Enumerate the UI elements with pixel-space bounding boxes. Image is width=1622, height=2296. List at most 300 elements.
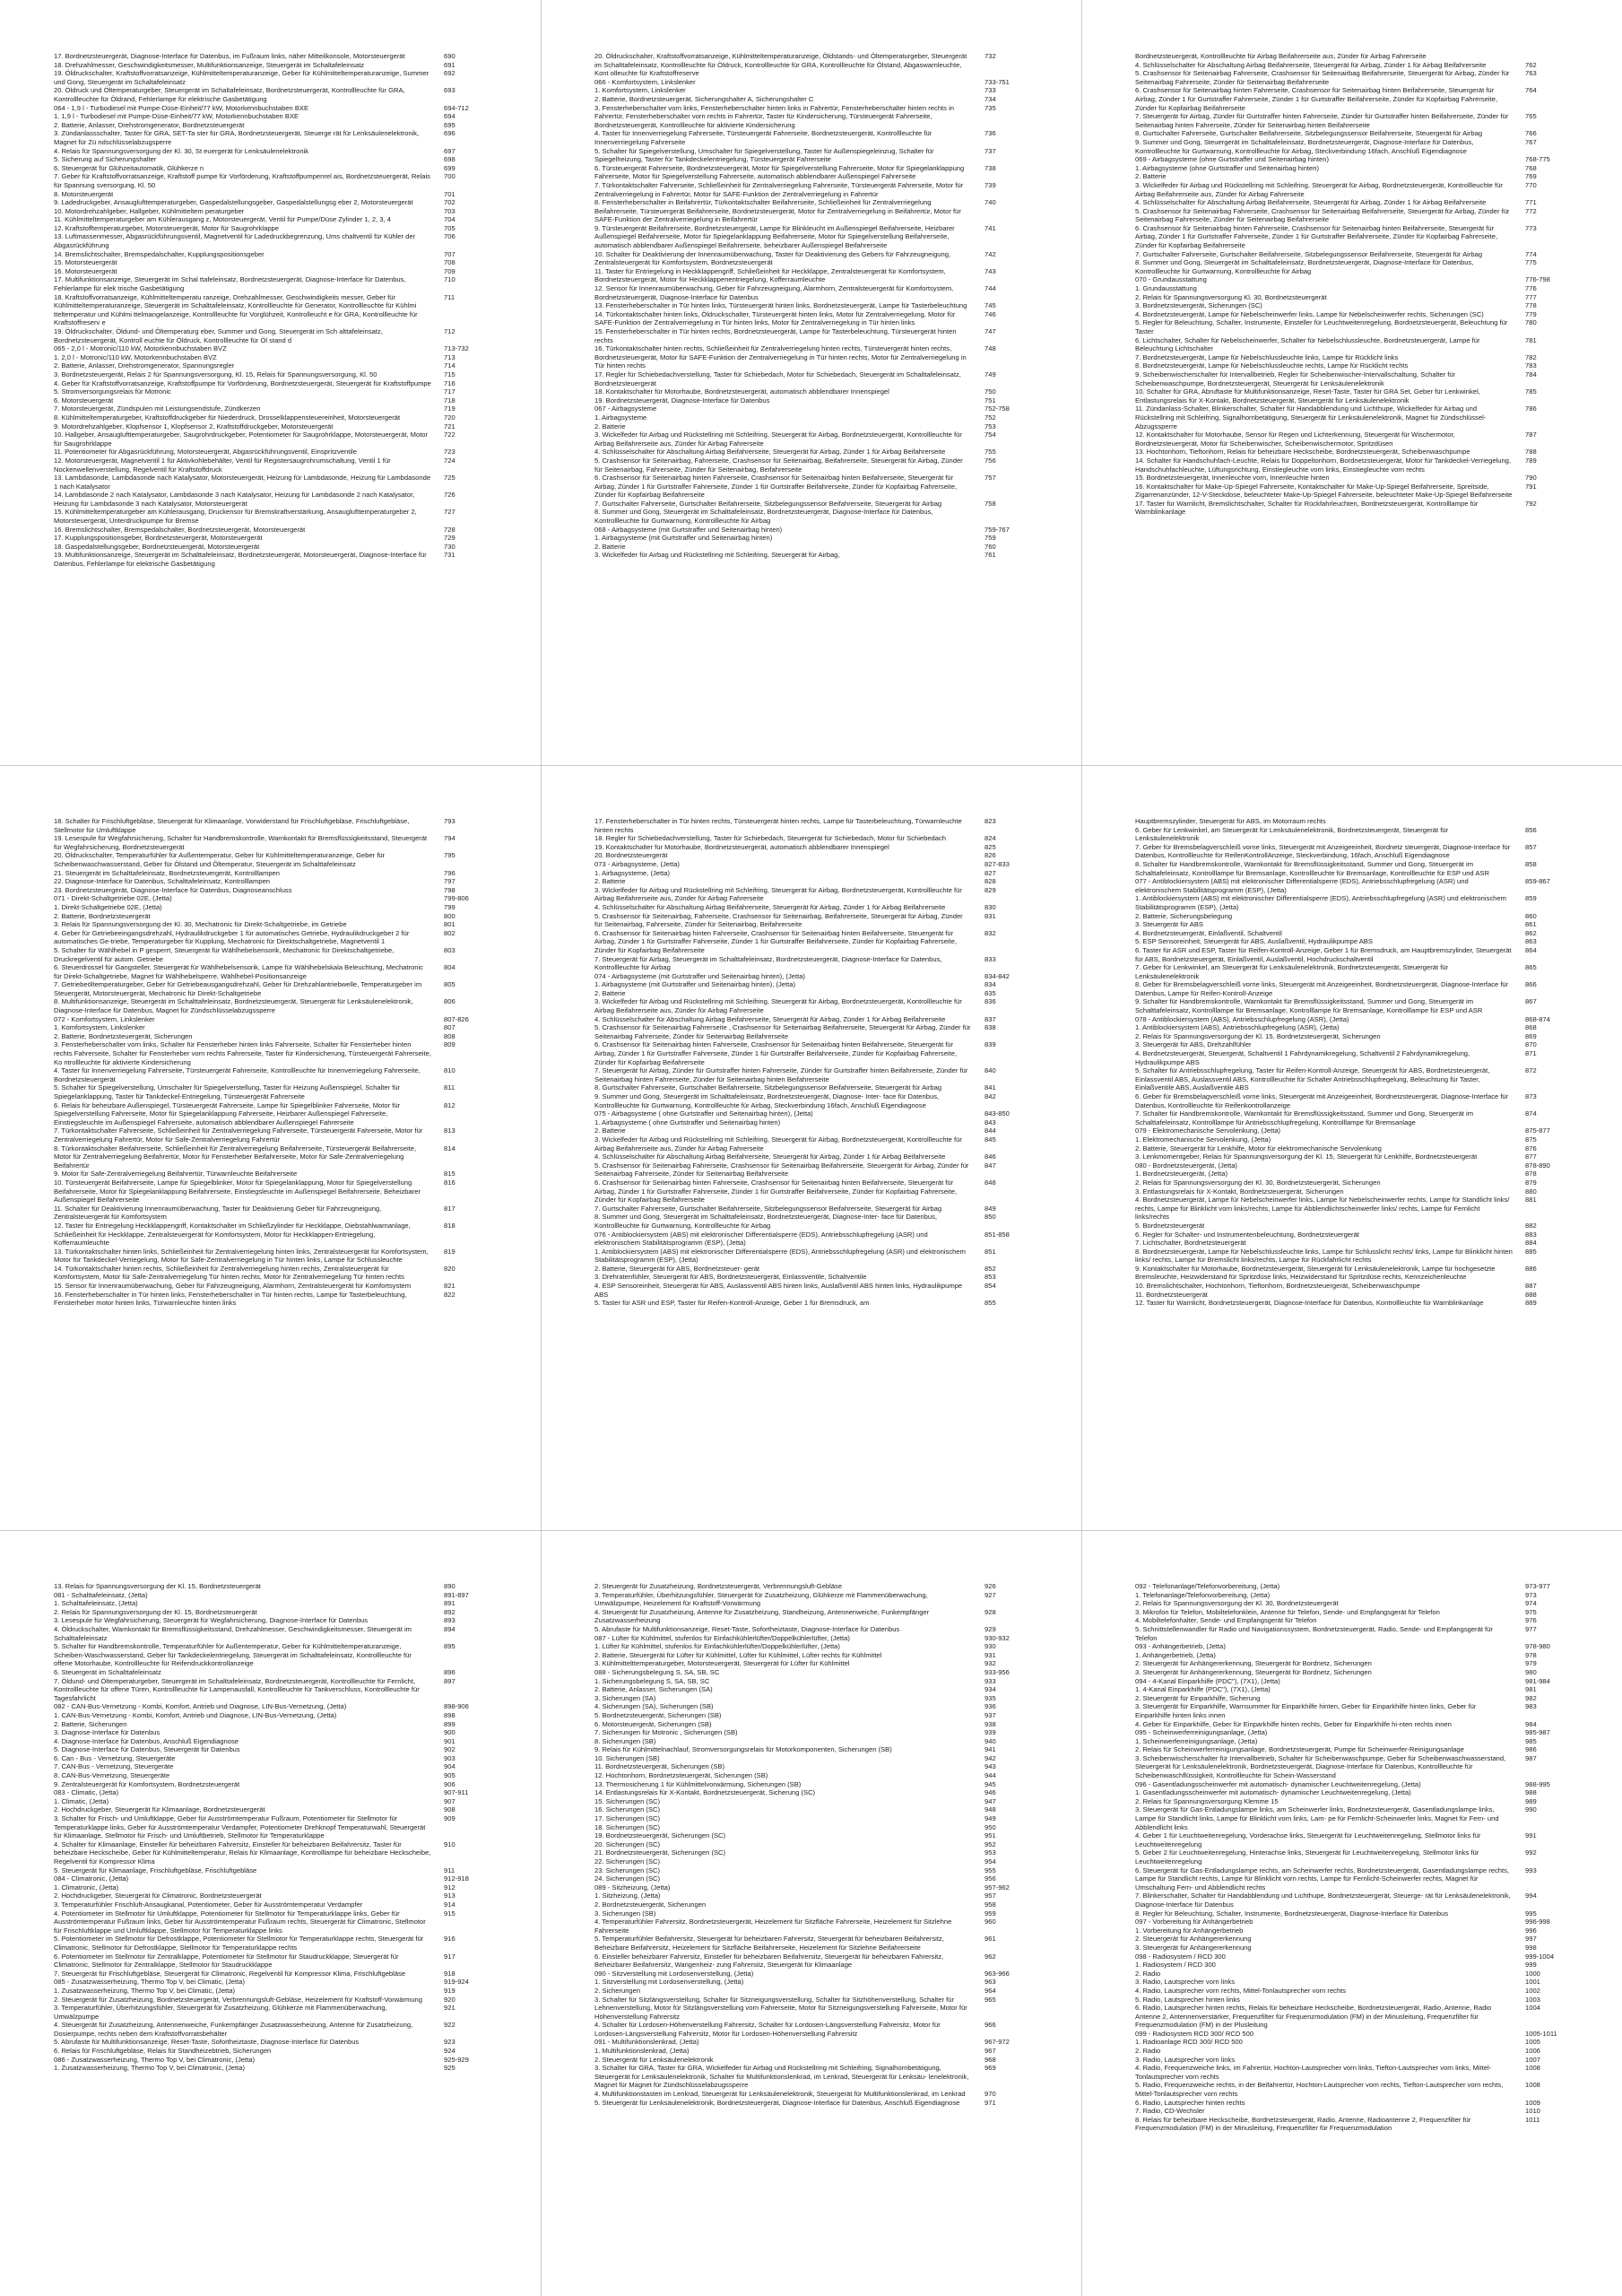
index-entry	[1135, 1831, 1568, 1848]
entry-page-number: 977	[1525, 1624, 1537, 1633]
entry-title: 098 - Radiosystem / RCD 300	[1135, 1952, 1226, 1961]
index-entry	[54, 1745, 487, 1754]
entry-title: 6. Einsteller beheizbarer Fahrersitz, Einsteller für beheizbaren Beifahrersitz, Steuergerät für beheizbaren Fahrersitz, Beheizbarer Beifahrersitz, Wangenheiz- zung Fahrersitz, Steuergerät für Klimaanlage	[594, 1952, 944, 1970]
index-entry	[54, 164, 487, 173]
index-entry	[1135, 1248, 1568, 1265]
entry-page-number: 846	[984, 1152, 996, 1161]
index-entry	[594, 1970, 1028, 1979]
index-entry	[594, 95, 1028, 104]
index-entry	[1135, 1866, 1568, 1892]
entry-title: 5. Crashsensor für Seitenairbag Fahrerseite, Crashsensor für Seitenairbag Beifahrerseite, Steuergerät für Airbag, Zünder für Seitenairbag Fahrerseite, Zünder für Seitenairbag Beifahrerseite	[1135, 69, 1510, 86]
entry-title: 20. Öldruckschalter, Temperaturfühler für Außentemperatur, Geber für Kühlmitteltemperaturanzeige, Geber für Scheibenwaschwasserstand, Geber für Ölstand und Öltemperatur, Steuergerät im Schalttafeleinsatz	[54, 851, 386, 868]
index-entry	[594, 1737, 1028, 1746]
entry-page-number: 866	[1525, 980, 1537, 989]
index-entry	[54, 1866, 487, 1875]
entry-title: 1. Radioanlage RCD 300/ RCD 500	[1135, 2038, 1243, 2047]
entry-page-number: 760	[984, 542, 996, 551]
entry-page-number: 1005-1011	[1525, 2029, 1557, 2038]
column-divider	[1081, 0, 1082, 2296]
entry-title: 18. Kontaktschalter für Motorhaube, Bordnetzsteuergerät, automatisch abblendbarer Innenspiegel	[594, 387, 889, 396]
entry-title: 12. Taster für Warnlicht, Bordnetzsteuergerät, Diagnose-Interface für Datenbus, Kontrollleuchte für Warnblinkanlage	[1135, 1299, 1484, 1308]
entry-page-number: 940	[984, 1736, 996, 1745]
index-entry	[54, 1178, 487, 1205]
entry-page-number: 874	[1525, 1109, 1537, 1118]
entry-title: 11. Potentiometer für Abgasrückführung, Motorsteuergerät, Abgasrückführungsventil, Einspritzventile	[54, 448, 357, 457]
index-entry	[1135, 1265, 1568, 1282]
entry-title: 9. Scheibenwischerschalter für Intervallbetrieb, Regler für Scheibenwischer-Intervallschaltung, Schalter für Scheibenwaschpumpe, Bordnetzsteuergerät, Steuergerät für Lenksäulenelektronik	[1135, 370, 1456, 387]
entry-page-number: 1008	[1525, 2081, 1540, 2090]
entry-title: 6. Radio, Lautsprecher hinten rechts, Relais für beheizbare Heckscheibe, Bordnetzsteuergerät, Radio, Antenne, Radio Antenne 2, Antennenverstärker, Frequenzfilter für Frequenzmodulation (FM) in der Minusleitung, Frequenzfilter für Frequenzmodulation (FM) in der Plusleitung	[1135, 2004, 1492, 2030]
entry-title: 4. Steuergerät für Zusatzheizung, Antenne für Zusatzheizung, Standheizung, Antennenweiche, Funkempfänger Zusatzwasserheizung	[594, 1607, 930, 1625]
entry-title: 3. Sicherungen (SA)	[594, 1693, 656, 1702]
entry-title: 12. Sensor für Innenraumüberwachung, Geber für Fahrzeugneigung, Alarmhorn, Zentralsteuergerät für Komfortsystem, Bordnetzsteuergerät, Diagnose-Interface für Datenbus	[594, 284, 954, 301]
entry-page-number: 868-874	[1525, 1014, 1550, 1023]
index-entry	[594, 430, 1028, 448]
index-entry	[594, 1823, 1028, 1832]
entry-title: 2. Batterie, Bordnetzsteuergerät, Sicherungshalter A, Sicherungshalter C	[594, 94, 814, 103]
index-entry	[1135, 1152, 1568, 1161]
entry-title: 5. Schalter für Wählhebel in P gesperrt, Steuergerät für Wählhebelsensorik, Mechatronic für Direktschaltgetriebe, Druckregelventil für autom. Getriebe	[54, 945, 395, 963]
entry-title: 7. Lichtschalter, Bordnetzsteuergerät	[1135, 1239, 1246, 1248]
entry-title: 18. Schalter für Frischluftgebläse, Steuergerät für Klimaanlage, Vorwiderstand für Frischluftgebläse, Frischluftgebläse, Stellmotor für Umluftklappe	[54, 817, 410, 834]
entry-title: 1. Multifunktionslenkrad, (Jetta)	[594, 2047, 690, 2056]
entry-page-number: 937	[984, 1710, 996, 1719]
index-entry	[1135, 1178, 1568, 1187]
entry-title: 14. Türkontaktschalter hinten links, Öldruckschalter, Türsteuergerät hinten links, Motor für Zentralverriegelung, Motor für SAFE-Funktion der Zentralverriegelung in Tür hinten links, Motor für Zentralverriegelung in Tür hinten links	[594, 309, 956, 327]
entry-title: 10. Türsteuergerät Beifahrerseite, Lampe für Spiegelblinker, Motor für Spiegelanklappung, Motor für Spiegelverstellung Beifahrerseite, Motor für Spiegelanklappung Beifahrerseite, Einstiegsleuchte im Außenspiegel Beifahrerseite, Beheizbarer Außenspiegel Beifahrerseite	[54, 1178, 421, 1205]
index-entry	[1135, 1944, 1568, 1952]
entry-title: 9. Summer und Gong, Steuergerät im Schalttafeleinsatz, Bordnetzsteuergerät, Diagnose- Inter- face für Datenbus, Kontrollleuchte für Gurtwarnung, Kontrollleuchte für Airbag, Steckverbindung 16fach, Anschluß Eigendiagnose	[594, 1092, 940, 1109]
index-entry	[1135, 2081, 1568, 2098]
entry-page-number: 803	[444, 945, 455, 954]
entry-title: 2. Radio	[1135, 1969, 1161, 1978]
entry-page-number: 875	[1525, 1135, 1537, 1144]
entry-page-number: 981-984	[1525, 1676, 1550, 1685]
index-entry	[594, 843, 1028, 852]
entry-page-number: 783	[1525, 361, 1537, 370]
entry-title: 2. Relais für Spannungsversorgung Kl. 30, Bordnetzsteuergerät	[1135, 292, 1327, 301]
entry-page-number: 743	[984, 266, 996, 275]
entry-title: 2. Batterie, Anlasser, Drehstromgenerator, Bordnetzsteuergerät	[54, 120, 245, 129]
entry-title: 2. Batterie	[594, 1126, 626, 1135]
index-entry	[1135, 1126, 1568, 1135]
entry-page-number: 903	[444, 1753, 455, 1762]
entry-title: 9. Motordrehzahlgeber, Klopfsensor 1, Klopfsensor 2, Kraftstoffdruckgeber, Motorsteuergerät	[54, 422, 334, 430]
entry-title: 4. Geber für Einparkhilfe, Geber für Einparkhilfe hinten rechts, Geber für Einparkhilfe hi-nten rechts innen	[1135, 1719, 1452, 1728]
entry-title: 17. Sicherungen (SC)	[594, 1814, 661, 1823]
entry-page-number: 988	[1525, 1788, 1537, 1797]
entry-title: 17. Kupplungspositionsgeber, Bordnetzsteuergerät, Motorsteuergerät	[54, 534, 263, 543]
entry-page-number: 844	[984, 1126, 996, 1135]
index-entry	[594, 474, 1028, 500]
entry-title: 19. Kontaktschalter für Motorhaube, Bordnetzsteuergerät, automatisch abblendbarer Innenspiegel	[594, 842, 889, 851]
entry-page-number: 973-977	[1525, 1582, 1550, 1590]
entry-title: 4. Bordnetzsteuergerät, Lampe für Nebelscheinwerfer links, Lampe für Nebelscheinwerfer rechts, Lampe für Standlicht links/ rechts, Lampe für Blinklicht vorn links/rechts, Lampe für Abblendlichtscheinwerfer links/ rechts, Lampe für Fernlicht links/rechts	[1135, 1196, 1510, 1222]
index-entry	[1135, 1728, 1568, 1737]
entry-page-number: 726	[444, 491, 455, 500]
entry-title: 1. Telefonanlage/Telefonvorbereitung, (Jetta)	[1135, 1590, 1271, 1599]
entry-page-number: 759	[984, 534, 996, 543]
index-entry	[54, 1066, 487, 1083]
index-entry	[54, 1677, 487, 1703]
entry-title: 8. Gurtschalter Fahrerseite, Gurtschalter Beifahrerseite, Sitzbelegungssensor Beifahrerseite, Steuergerät für Airbag	[1135, 129, 1483, 138]
entry-page-number: 768-775	[1525, 155, 1550, 164]
entry-page-number: 801	[444, 920, 455, 929]
entry-page-number: 978-980	[1525, 1642, 1550, 1651]
entry-page-number: 854	[984, 1282, 996, 1291]
index-entry	[1135, 1909, 1568, 1918]
index-entry	[54, 491, 487, 508]
index-entry	[1135, 1187, 1568, 1196]
index-entry	[1135, 1918, 1568, 1926]
index-entry	[54, 1282, 487, 1291]
entry-title: 12. Kraftstofftemperaturgeber, Motorsteuergerät, Motor für Saugrohrklappe	[54, 223, 280, 232]
entry-page-number: 971	[984, 2098, 996, 2107]
index-entry	[1135, 1720, 1568, 1729]
entry-page-number: 746	[984, 309, 996, 318]
index-entry	[1135, 1737, 1568, 1746]
entry-title: 6. Steuergerät im Schalttafeleinsatz	[54, 1667, 161, 1676]
entry-page-number: 840	[984, 1066, 996, 1075]
index-entry	[1135, 997, 1568, 1014]
entry-page-number: 973	[1525, 1590, 1537, 1599]
index-entry	[594, 1996, 1028, 2022]
entry-title: 4. Öldruckschalter, Warnkontakt für Bremsflüssigkeitsstand, Drehzahlmesser, Geschwindigkeitsmesser, Steuergerät im Schalttafeleinsatz	[54, 1624, 412, 1642]
entry-page-number: 780	[1525, 318, 1537, 327]
entry-page-number: 1004	[1525, 2004, 1540, 2013]
index-entry	[594, 1857, 1028, 1866]
index-entry	[54, 1728, 487, 1737]
index-entry	[594, 1118, 1028, 1127]
index-entry	[594, 1883, 1028, 1892]
entry-page-number: 845	[984, 1135, 996, 1144]
index-entry	[54, 920, 487, 929]
entry-title: 5. Crashsensor für Seitenairbag Fahrerseite, Crashsensor für Seitenairbag Beifahrerseite, Steuergerät für Airbag, Zünder für Seitenairbag Fahrerseite, Zünder für Seitenairbag Beifahrerseite	[1135, 206, 1510, 224]
entry-title: 5. Crashsensor für Seitenairbag, Fahrerseite, Crashsensor für Seitenairbag, Beifahrerseite, Steuergerät für Airbag, Zünder für Seitenairbag, Fahrerseite, Zünder für Seitenairbag, Beifahrerseite	[594, 911, 963, 929]
entry-page-number: 899	[444, 1719, 455, 1728]
entry-title: 1. 1,9 l - Turbodiesel mit Pumpe-Düse-Einheit/77 kW, Motorkennbuchstaben BXE	[54, 112, 299, 121]
entry-page-number: 749	[984, 370, 996, 378]
entry-title: 1. Antiblockiersystem (ABS) mit elektronischer Differentialsperre (EDS), Antriebsschlupfregelung (ASR) und elektronischem Stabilitätsprogramm (ESP), (Jetta)	[1135, 894, 1506, 911]
index-entry	[594, 1814, 1028, 1823]
entry-page-number: 893	[444, 1616, 455, 1625]
entry-title: 1. Elektromechanische Servolenkung, (Jetta)	[1135, 1135, 1271, 1144]
index-entry	[1135, 1625, 1568, 1642]
entry-title: 16. Motorsteuergerät	[54, 266, 117, 275]
index-entry	[594, 1625, 1028, 1634]
index-entry	[54, 404, 487, 413]
entry-title: 6. Steuergerät für Gas-Entladungslampe rechts, am Scheinwerfer rechts, Bordnetzsteuergerät, Gasentladungslampe rechts, Lampe für Standlicht rechts, Lampe für Blinklicht vorn rechts, Lampe für Fernlicht-Scheinwerfer rechts, Magnet für Umschaltung Fern- und Abblendlicht rechts	[1135, 1866, 1510, 1892]
entry-title: 7. Gurtschalter Fahrerseite, Gurtschalter Beifahrerseite, Sitzbelegungssensor Beifahrerseite, Steuergerät für Airbag	[594, 1204, 942, 1213]
entry-title: 5. Potentiometer im Stellmotor für Defrostklappe, Potentiometer für Stellmotor für Temperaturklappe rechts, Steuergerät für Climatronic, Stellmotor für Defrostklappe, Stellmotor für Temperaturklappe rechts	[54, 1935, 424, 1952]
entry-page-number: 862	[1525, 928, 1537, 937]
index-entry	[1135, 1582, 1568, 1591]
entry-page-number: 1005	[1525, 2038, 1540, 2047]
index-entry	[54, 155, 487, 164]
entry-title: 9. Zentralsteuergerät für Komfortsystem, Bordnetzsteuergerät	[54, 1779, 240, 1788]
index-entry	[594, 1634, 1028, 1643]
index-entry	[1135, 1161, 1568, 1170]
entry-title: 10. Motordrehzahlgeber, Hallgeber, Kühlmitteltem peraturgeber	[54, 206, 245, 215]
index-entry	[594, 543, 1028, 552]
index-entry	[54, 551, 487, 568]
entry-page-number: 930	[984, 1642, 996, 1651]
index-entry	[54, 379, 487, 388]
index-entry	[1135, 1049, 1568, 1066]
index-entry	[1135, 1677, 1568, 1686]
entry-page-number: 770	[1525, 180, 1537, 189]
entry-title: 071 - Direkt-Schaltgetriebe 02E, (Jetta)	[54, 894, 172, 903]
entry-page-number: 891-897	[444, 1590, 469, 1599]
entry-title: 7. Steuergerät für Airbag, Zünder für Gurtstraffer hinten Fahrerseite, Zünder für Gurtstraffer hinten Beifahrerseite, Zünder für Seitenairbag hinten Fahrerseite, Zünder für Seitenairbag hinten Beifahrerseite	[1135, 112, 1509, 129]
entry-page-number: 731	[444, 551, 455, 560]
entry-title: 088 - Sicherungsbelegung S, SA, SB, SC	[594, 1667, 720, 1676]
index-entry	[1135, 1745, 1568, 1754]
index-entry	[594, 1720, 1028, 1729]
index-page	[1135, 52, 1568, 747]
entry-title: 1. Airbagsysteme (mit Gurtstraffer und Seitenairbag hinten), (Jetta)	[594, 980, 795, 989]
index-entry	[54, 1909, 487, 1935]
index-entry	[1135, 2116, 1568, 2133]
index-entry	[1135, 1144, 1568, 1153]
index-entry	[594, 413, 1028, 422]
index-entry	[1135, 1935, 1568, 1944]
index-entry	[54, 1935, 487, 1952]
index-entry	[1135, 284, 1568, 293]
entry-title: 5. Geber 2 für Leuchtweitenregelung, Hinterachse links, Steuergerät für Leuchtweitenregelung, Stellmotor links für Leuchtweitenregelung	[1135, 1848, 1479, 1866]
entry-page-number: 816	[444, 1178, 455, 1187]
index-entry	[54, 121, 487, 130]
entry-title: 4. Relais für Spannungsversorgung der Kl. 30, St euergerät für Lenksäulenelektronik	[54, 146, 309, 155]
entry-title: 20. Sicherungen (SC)	[594, 1839, 661, 1848]
index-entry	[594, 301, 1028, 310]
entry-page-number: 932	[984, 1659, 996, 1668]
entry-title: 065 - 2,0 l - Motronic/110 kW, Motorkennbuchstaben BVZ	[54, 344, 227, 353]
entry-title: 3. Steuergerät für Einparkhilfe, Warnsummer für Einparkhilfe hinten, Geber für Einparkhilfe hinten links, Geber für Einparkhilfe hinten links innen	[1135, 1702, 1477, 1719]
entry-title: 4. Geber 1 für Leuchtweitenregelung, Vorderachse links, Steuergerät für Leuchtweitenregelung, Stellmotor links für Leuchtweitenregelung	[1135, 1831, 1481, 1848]
entry-page-number: 815	[444, 1170, 455, 1178]
index-entry	[1135, 430, 1568, 448]
entry-title: 3. Wickelfeder für Airbag und Rückstellring mit Schleifring, Steuergerät für Airbag, Bordnetzsteuergerät, Kontrollleuchte für Airbag Beifahrerseite aus, Zünder für Airbag Fahrerseite	[594, 885, 962, 903]
entry-page-number: 878-890	[1525, 1161, 1550, 1170]
index-entry	[1135, 1231, 1568, 1239]
entry-page-number: 999-1004	[1525, 1952, 1555, 1961]
index-entry	[1135, 457, 1568, 474]
index-entry	[54, 267, 487, 276]
entry-page-number: 901	[444, 1736, 455, 1745]
entry-title: 15. Fensterheberschalter in Tür hinten rechts, Bordnetzsteuergerät, Lampe für Tasterbeleuchtung, Türsteuergerät hinten rechts	[594, 327, 957, 344]
entry-title: 1. Anhängerbetrieb, (Jetta)	[1135, 1650, 1216, 1659]
index-entry	[1135, 1685, 1568, 1694]
entry-page-number: 695	[444, 120, 455, 129]
entry-title: 6. Crashsensor für Seitenairbag hinten Fahrerseite, Crashsensor für Seitenairbag hinten Beifahrerseite, Steuergerät für Airbag, Zünder 1 für Gurtstraffer Fahrerseite, Zünder 1 für Gurtstraffer Beifahrerseite, Zünder für Kopfairbag Fahrerseite, Zünder für Kopfairbag Beifahrerseite	[1135, 223, 1498, 250]
entry-page-number: 852	[984, 1264, 996, 1273]
entry-title: 4. Geber für Kraftstoffvorratsanzeige, Kraftstoffpumpe für Vorförderung, Bordnetzsteuergerät, Steuergerät für Kraftstoffpumpe	[54, 378, 431, 387]
entry-title: 18. Sicherungen (SC)	[594, 1822, 661, 1831]
index-entry	[594, 834, 1028, 843]
entry-title: 5. Stromversorgungsrelais für Motronic	[54, 387, 171, 396]
entry-page-number: 778	[1525, 301, 1537, 310]
index-entry	[54, 1883, 487, 1892]
entry-title: 19. Bordnetzsteuergerät, Diagnose-Interface für Datenbus	[594, 396, 770, 404]
index-entry	[594, 147, 1028, 164]
index-entry	[54, 1291, 487, 1308]
index-entry	[594, 344, 1028, 370]
entry-page-number: 829	[984, 885, 996, 894]
entry-page-number: 751	[984, 396, 996, 404]
index-entry	[54, 1840, 487, 1866]
entry-page-number: 857	[1525, 842, 1537, 851]
entry-title: 8. Fensterheberschalter in Beifahrertür, Türkontaktschalter Beifahrerseite, Schließeinheit für Zentralverriegelung Beifahrerseite, Türsteuergerät Beifahrerseite, Bordnetzsteuergerät, Motor für Zentralverriegelung in Beifahrertür, Motor für SAFE-Funktion der Zentralverriegelung in Beifahrertür	[594, 198, 961, 224]
entry-page-number: 1001	[1525, 1978, 1540, 1987]
index-entry	[54, 997, 487, 1014]
entry-page-number: 865	[1525, 963, 1537, 972]
entry-title: 5. Radio, Frequenzweiche rechts, in der Beifahrertür, Hochton-Lautsprecher vorn rechts, Tiefton-Lautsprecher vorn rechts, Mittel-Tonlautsprecher vorn rechts	[1135, 2081, 1504, 2099]
entry-page-number: 792	[1525, 499, 1537, 508]
entry-page-number: 993	[1525, 1866, 1537, 1874]
entry-page-number: 911	[444, 1866, 455, 1874]
entry-page-number: 954	[984, 1857, 996, 1866]
entry-page-number: 963	[984, 1978, 996, 1987]
entry-page-number: 830	[984, 902, 996, 911]
entry-title: 16. Sicherungen (SC)	[594, 1805, 661, 1814]
entry-page-number: 968	[984, 2055, 996, 2064]
index-entry	[1135, 112, 1568, 129]
entry-title: 16. Fensterheberschalter in Tür hinten links, Fensterheberschalter in Tür hinten rechts, Lampe für Tasterbeleuchtung, Fensterheber motor hinten links, Türwarnleuchte hinten links	[54, 1290, 407, 1308]
index-entry	[594, 1702, 1028, 1711]
index-entry	[54, 413, 487, 422]
index-entry	[594, 78, 1028, 87]
index-entry	[54, 1040, 487, 1066]
index-entry	[1135, 129, 1568, 138]
entry-page-number: 788	[1525, 448, 1537, 457]
index-entry	[1135, 1970, 1568, 1979]
entry-page-number: 785	[1525, 387, 1537, 396]
entry-title: 14. Schalter für Handschuhfach-Leuchte, Relais für Doppeltonhorn, Bordnetzsteuergerät, Motor für Tankdeckel-Verriegelung, Handschuhfachleuchte, Lüftungsrichtung, Einstiegleuchte vorn links, Einstiegleuchte vorn rechts	[1135, 456, 1512, 474]
entry-page-number: 784	[1525, 370, 1537, 378]
entry-page-number: 719	[444, 404, 455, 413]
entry-page-number: 790	[1525, 474, 1537, 483]
index-entry	[54, 1702, 487, 1711]
entry-page-number: 1000	[1525, 1969, 1540, 1978]
entry-page-number: 924	[444, 2047, 455, 2056]
index-entry	[54, 2064, 487, 2073]
entry-page-number: 772	[1525, 206, 1537, 215]
entry-page-number: 925	[444, 2064, 455, 2073]
index-entry	[54, 1805, 487, 1814]
entry-page-number: 949	[984, 1814, 996, 1823]
entry-page-number: 985-987	[1525, 1728, 1550, 1737]
entry-title: 10. Sicherungen (SB)	[594, 1753, 660, 1762]
index-entry	[1135, 963, 1568, 980]
entry-page-number: 690	[444, 52, 455, 60]
index-entry	[594, 1771, 1028, 1780]
index-entry	[54, 929, 487, 946]
entry-page-number: 946	[984, 1788, 996, 1797]
entry-page-number: 974	[1525, 1599, 1537, 1608]
entry-page-number: 823	[984, 817, 996, 825]
index-entry	[54, 293, 487, 327]
entry-title: 13. Luftmassenmesser, Abgasrückführungsventil, Magnetventil für Ladedruckbegrenzung, Ums chaltventil für Kühler der Abgasrückführung	[54, 232, 416, 250]
entry-page-number: 733	[984, 86, 996, 95]
index-entry	[1135, 2099, 1568, 2108]
index-entry	[1135, 2056, 1568, 2065]
entry-page-number: 892	[444, 1607, 455, 1616]
entry-title: 6. Can - Bus - Vernetzung, Steuergeräte	[54, 1753, 176, 1762]
entry-title: 7. Bordnetzsteuergerät, Lampe für Nebelschlussleuchte links, Lampe für Rücklicht links	[1135, 352, 1399, 361]
index-entry	[594, 1694, 1028, 1703]
index-entry	[594, 1935, 1028, 1952]
entry-page-number: 1003	[1525, 1995, 1540, 2004]
entry-title: 6. Relais für Frischluftgebläse, Relais für Standheizebtrieb, Sicherungen	[54, 2047, 272, 2056]
index-entry	[594, 1892, 1028, 1900]
entry-page-number: 969	[984, 2064, 996, 2073]
entry-page-number: 694	[444, 112, 455, 121]
entry-title: 3. Temperaturfühler Frischluft-Ansaugkanal, Potentiometer, Geber für Ausströmtemperatur Verdampfer	[54, 1900, 363, 1909]
entry-title: 8. Relais für beheizbare Heckscheibe, Bordnetzsteuergerät, Radio, Antenne, Radioantenne 2, Frequenzfilter für Frequenzmodulation (FM) in der Minusleitung, Frequenzfilter für Frequenzmodulation	[1135, 2115, 1471, 2133]
entry-page-number: 808	[444, 1031, 455, 1040]
entry-page-number: 839	[984, 1040, 996, 1049]
index-page	[54, 1582, 487, 2277]
entry-title: 9. Motor für Safe-Zentralverriegelung Beifahrertür, Türwarnleuchte Beifahrerseite	[54, 1170, 298, 1178]
entry-page-number: 800	[444, 911, 455, 920]
index-entry	[1135, 920, 1568, 929]
index-entry	[594, 129, 1028, 146]
entry-title: 3. Wickelfeder für Airbag und Rückstellring mit Schleifring, Steuergerät für Airbag, Bordnetzsteuergerät, Kontrollleuchte für Airbag Beifahrerseite aus, Zünder für Airbag Fahrerseite	[594, 1135, 962, 1152]
index-entry	[54, 851, 487, 868]
entry-title: 12. Taster für Entriegelung Heckklappengriff, Kontaktschalter im Schließzylinder für Heckklappe, Diebstahlwarnanlage, Schließeinheit für Heckklappe, Zentralsteuergerät für Komfortsystem, Motor für Heckklappen-Entriegelung, Kofferraumleuchte	[54, 1221, 411, 1248]
entry-page-number: 729	[444, 534, 455, 543]
index-entry	[54, 1222, 487, 1248]
entry-title: 21. Steuergerät im Schalttafeleinsatz, Bordnetzsteuergerät, Kontrolllampen	[54, 868, 280, 877]
entry-title: 1. Komfortsystem, Linkslenker	[594, 86, 686, 95]
index-entry	[54, 1952, 487, 1970]
entry-page-number: 824	[984, 834, 996, 843]
entry-title: 11. Bordnetzsteuergerät	[1135, 1290, 1208, 1299]
entry-page-number: 996-998	[1525, 1918, 1550, 1926]
entry-page-number: 842	[984, 1092, 996, 1100]
entry-title: 3. Wickelfeder für Airbag und Rückstellring mit Schleifring, Steuergerät für Airbag, Bordnetzsteuergerät, Kontrollleuchte für Airbag Beifahrerseite aus, Zünder für Airbag Fahrerseite	[1135, 180, 1503, 198]
entry-page-number: 991	[1525, 1831, 1537, 1840]
entry-page-number: 811	[444, 1083, 455, 1092]
entry-title: 19. Öldruckschalter, Öldund- und Öltemperaturg eber, Summer und Gong, Steuergerät im Sch alttafeleinsatz, Bordnetzsteuergerät, Kontroll euchte für Öldruck, Kontrollleuchte für Öl stand d	[54, 327, 383, 344]
entry-title: 5. Schalter für Antriebsschlupfregelung, Taster für Reifen-Kontroll-Anzeige, Steuergerät für ABS, Bordnetzsteuergerät, Einlassventil ABS, Auslassventil ABS, Kontrollleuchte für Schalter Antriebsschlupfregelung, Beleuchtung für Taster, Einlaßventile ABS, Auslaßventile ABS	[1135, 1066, 1490, 1092]
entry-title: 3. Fensterheberschalter vorn links, Fensterheberschalter hinten links in Fahrertür, Fensterheberschalter hinten rechts in Fahrertür, Fensterheberschalter vorn rechts in Fahrertür, Taster für Kindersicherung, Türsteuergerät Fahrerseite, Bordnetzsteuergerät, Kontrollleuchte für aktivierte Kindersicherung	[594, 103, 954, 129]
index-entry	[1135, 1591, 1568, 1600]
entry-page-number: 771	[1525, 198, 1537, 207]
index-entry	[54, 1892, 487, 1900]
entry-title: 087 - Lüfter für Kühlmittel, stufenlos für Einfachkühlerlüfter/Doppelkühlerlüfter, (Jetta)	[594, 1633, 850, 1642]
entry-page-number: 926	[984, 1582, 996, 1590]
entry-page-number: 724	[444, 456, 455, 465]
index-entry	[1135, 474, 1568, 483]
entry-page-number: 817	[444, 1204, 455, 1213]
entry-page-number: 929	[984, 1624, 996, 1633]
entry-page-number: 804	[444, 963, 455, 972]
entry-page-number: 931	[984, 1650, 996, 1659]
entry-title: 2. Relais für Spannungsversorgung der Kl. 15, Bordnetzsteuergerät, Sicherungen	[1135, 1031, 1381, 1040]
entry-page-number: 981	[1525, 1685, 1537, 1694]
entry-page-number: 798	[444, 885, 455, 894]
entry-page-number: 1009	[1525, 2098, 1540, 2107]
entry-page-number: 880	[1525, 1187, 1537, 1196]
entry-title: 5. Taster für ASR und ESP, Taster für Reifen-Kontroll-Anzeige, Geber 1 für Bremsdruck, am	[594, 1299, 870, 1308]
index-entry	[1135, 198, 1568, 207]
entry-page-number: 752	[984, 413, 996, 422]
entry-title: 4. Bordnetzsteuergerät, Steuergerät, Schaltventil 1 Fahrdynamikregelung, Schaltventil 2 Fahrdynamikregelung, Hydraulikpumpe ABS	[1135, 1049, 1470, 1066]
entry-title: 5. Crashsensor für Seitenairbag Fahrerseite , Crashsensor für Seitenairbag Beifahrerseite, Steuergerät für Airbag, Zünder für Seitenairbag Fahrerseite, Zünder für Seitenairbag Beifahrerseite	[594, 1023, 971, 1040]
entry-title: 3. Zündanlassschalter, Taster für GRA, SET-Ta ster für GRA, Bordnetzsteuergerät, Steuerge rät für Lenksäulenelektronik, Magnet für Zü ndschlüsselabzugsperre	[54, 129, 420, 146]
